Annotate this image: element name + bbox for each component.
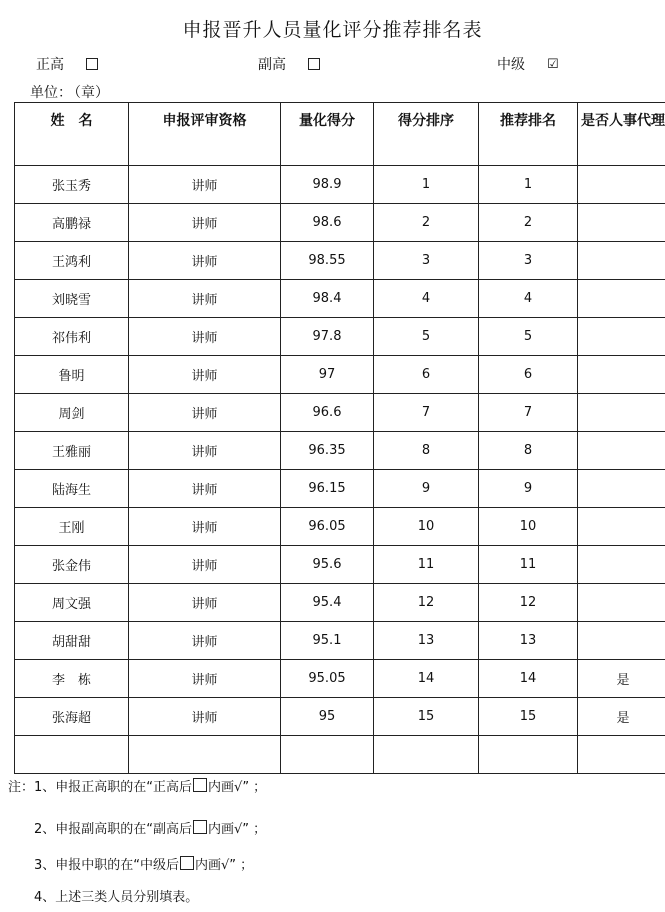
table-row [15, 432, 665, 470]
cell-personnel-agency [578, 318, 665, 356]
table-row [15, 508, 665, 546]
level-label: 副高 [258, 57, 286, 73]
cell-qualification: 讲师 [129, 622, 281, 660]
table-row [15, 584, 665, 622]
cell-recommend-rank: 3 [479, 242, 578, 280]
checkbox-square-icon [193, 778, 207, 792]
header-personnel-agency: 是否人事代理 [578, 103, 665, 166]
cell-recommend-rank: 13 [479, 622, 578, 660]
header-score: 量化得分 [281, 103, 374, 166]
cell-score: 95.6 [281, 546, 374, 584]
cell-score-rank: 14 [374, 660, 479, 698]
cell-qualification: 讲师 [129, 546, 281, 584]
cell-name: 祁伟利 [15, 318, 129, 356]
cell-score: 95 [281, 698, 374, 736]
level-checkbox-associate[interactable] [308, 58, 320, 70]
cell-personnel-agency [578, 546, 665, 584]
cell-name: 高鹏禄 [15, 204, 129, 242]
table-row [15, 280, 665, 318]
cell-recommend-rank: 6 [479, 356, 578, 394]
unit-line [28, 82, 109, 102]
cell-personnel-agency [578, 242, 665, 280]
ranking-table [14, 102, 665, 774]
table-row [15, 204, 665, 242]
level-checkbox-intermediate[interactable]: ☑ [547, 56, 559, 72]
note-item: 3、申报中职的在“中级后 内画√” ； [34, 858, 254, 873]
cell-name: 周剑 [15, 394, 129, 432]
header-name: 姓 名 [15, 103, 129, 166]
cell-personnel-agency [578, 166, 665, 204]
level-option-intermediate [497, 54, 559, 74]
level-label: 正高 [36, 57, 64, 73]
level-checkbox-senior[interactable] [86, 58, 98, 70]
table-row [15, 394, 665, 432]
table-row [15, 318, 665, 356]
cell-qualification: 讲师 [129, 318, 281, 356]
cell-recommend-rank [479, 736, 578, 774]
cell-score-rank: 6 [374, 356, 479, 394]
cell-score: 98.4 [281, 280, 374, 318]
cell-recommend-rank: 12 [479, 584, 578, 622]
cell-recommend-rank: 5 [479, 318, 578, 356]
cell-score-rank: 8 [374, 432, 479, 470]
checkbox-square-icon [193, 820, 207, 834]
cell-recommend-rank: 15 [479, 698, 578, 736]
cell-qualification: 讲师 [129, 698, 281, 736]
cell-score-rank: 3 [374, 242, 479, 280]
cell-score [281, 736, 374, 774]
cell-name: 鲁明 [15, 356, 129, 394]
cell-recommend-rank: 1 [479, 166, 578, 204]
cell-qualification: 讲师 [129, 508, 281, 546]
cell-score: 98.55 [281, 242, 374, 280]
cell-personnel-agency [578, 508, 665, 546]
cell-qualification: 讲师 [129, 660, 281, 698]
table-row [15, 166, 665, 204]
table-row [15, 546, 665, 584]
unit-seal: （章） [74, 85, 109, 101]
cell-score: 96.35 [281, 432, 374, 470]
cell-personnel-agency [578, 394, 665, 432]
cell-score: 98.9 [281, 166, 374, 204]
notes-prefix: 注： [8, 780, 35, 795]
cell-score-rank: 13 [374, 622, 479, 660]
table-header-row [15, 103, 665, 166]
table-row [15, 698, 665, 736]
cell-score-rank: 10 [374, 508, 479, 546]
cell-score-rank: 7 [374, 394, 479, 432]
note-item: 2、申报副高职的在“副高后 内画√” ； [34, 822, 267, 837]
cell-score: 96.05 [281, 508, 374, 546]
cell-recommend-rank: 8 [479, 432, 578, 470]
cell-recommend-rank: 14 [479, 660, 578, 698]
cell-score-rank: 15 [374, 698, 479, 736]
cell-name: 李 栋 [15, 660, 129, 698]
cell-name: 张金伟 [15, 546, 129, 584]
cell-recommend-rank: 2 [479, 204, 578, 242]
checkbox-square-icon [180, 856, 194, 870]
cell-qualification [129, 736, 281, 774]
cell-personnel-agency [578, 356, 665, 394]
cell-qualification: 讲师 [129, 204, 281, 242]
table-row [15, 470, 665, 508]
cell-name: 张玉秀 [15, 166, 129, 204]
level-option-associate [258, 54, 320, 74]
table-row [15, 622, 665, 660]
cell-name: 王刚 [15, 508, 129, 546]
cell-name: 刘晓雪 [15, 280, 129, 318]
cell-score: 98.6 [281, 204, 374, 242]
cell-qualification: 讲师 [129, 166, 281, 204]
cell-recommend-rank: 10 [479, 508, 578, 546]
header-score-rank: 得分排序 [374, 103, 479, 166]
cell-personnel-agency [578, 432, 665, 470]
level-label: 中级 [497, 57, 525, 73]
cell-score-rank: 9 [374, 470, 479, 508]
cell-personnel-agency [578, 584, 665, 622]
level-options [0, 54, 665, 76]
cell-score-rank: 5 [374, 318, 479, 356]
cell-score: 95.4 [281, 584, 374, 622]
cell-score: 96.15 [281, 470, 374, 508]
cell-score-rank: 11 [374, 546, 479, 584]
cell-qualification: 讲师 [129, 584, 281, 622]
cell-personnel-agency [578, 736, 665, 774]
cell-qualification: 讲师 [129, 356, 281, 394]
cell-personnel-agency [578, 280, 665, 318]
cell-personnel-agency [578, 204, 665, 242]
cell-qualification: 讲师 [129, 432, 281, 470]
cell-qualification: 讲师 [129, 394, 281, 432]
cell-recommend-rank: 11 [479, 546, 578, 584]
page-title: 申报晋升人员量化评分推荐排名表 [182, 19, 483, 41]
level-option-senior [36, 54, 98, 74]
cell-name: 胡甜甜 [15, 622, 129, 660]
table-row [15, 660, 665, 698]
unit-label: 单位： [30, 85, 72, 101]
cell-score-rank: 4 [374, 280, 479, 318]
cell-name [15, 736, 129, 774]
note-item: 4、上述三类人员分别填表。 [34, 890, 199, 905]
cell-name: 陆海生 [15, 470, 129, 508]
cell-personnel-agency: 是 [578, 660, 665, 698]
cell-score: 96.6 [281, 394, 374, 432]
cell-score: 95.05 [281, 660, 374, 698]
cell-personnel-agency [578, 622, 665, 660]
cell-name: 张海超 [15, 698, 129, 736]
header-qualification: 申报评审资格 [129, 103, 281, 166]
cell-score: 95.1 [281, 622, 374, 660]
cell-recommend-rank: 4 [479, 280, 578, 318]
cell-qualification: 讲师 [129, 242, 281, 280]
cell-qualification: 讲师 [129, 470, 281, 508]
cell-score: 97 [281, 356, 374, 394]
cell-name: 周文强 [15, 584, 129, 622]
cell-personnel-agency [578, 470, 665, 508]
cell-name: 王雅丽 [15, 432, 129, 470]
cell-score-rank: 2 [374, 204, 479, 242]
note-item: 注：1、申报正高职的在“正高后 内画√” ； [8, 780, 267, 795]
table-row [15, 242, 665, 280]
table-row [15, 736, 665, 774]
cell-recommend-rank: 9 [479, 470, 578, 508]
cell-name: 王鸿利 [15, 242, 129, 280]
cell-personnel-agency: 是 [578, 698, 665, 736]
cell-score-rank: 12 [374, 584, 479, 622]
cell-score: 97.8 [281, 318, 374, 356]
cell-score-rank [374, 736, 479, 774]
header-recommend-rank: 推荐排名 [479, 103, 578, 166]
cell-recommend-rank: 7 [479, 394, 578, 432]
cell-score-rank: 1 [374, 166, 479, 204]
table-row [15, 356, 665, 394]
cell-qualification: 讲师 [129, 280, 281, 318]
